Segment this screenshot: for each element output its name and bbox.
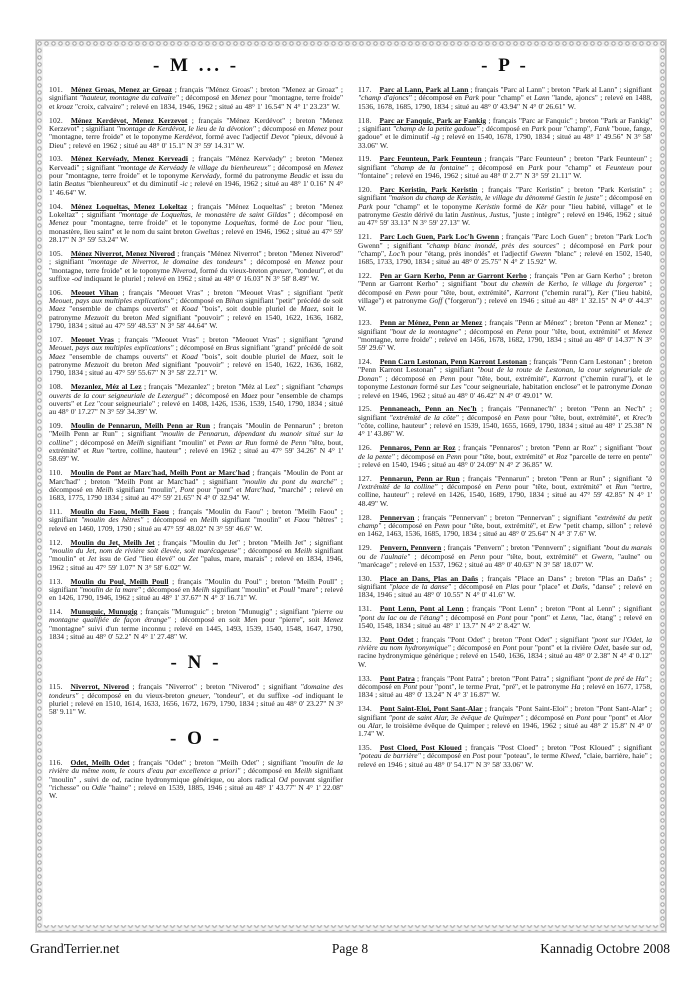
entry-117 (358, 86, 652, 111)
entry-body: ; français "Moulin de Pont ar Marc'had" ; breton "Meilh Pont ar Marc'had" ; signifiant "moulin du pont du marché" ; décomposé en Meilh signifiant "moulin", Pont pour "pont" et Marc'had, "marché" ; relevé en 1683, 1775, 1790 1834 ; situé au 47° 59' 21.65" N 4° 0' 32.94" W. (49, 468, 344, 503)
entry-headword: Ménez Niverrot, Menez Niverod (70, 248, 175, 258)
entry-number: 119. (358, 154, 380, 164)
entry-headword: Parc al Lann, Park al Lann (379, 85, 469, 94)
entry-number: 112. (49, 537, 71, 547)
entry-number: 107. (49, 334, 71, 344)
entry-number: 135. (358, 743, 380, 753)
entry-107 (49, 336, 343, 378)
entry-131 (358, 605, 652, 630)
entry-128 (358, 514, 652, 539)
entry-body: ; français "Pennaros" ; breton "Penn ar Roz" ; signifiant "bout de la pente" ; décomposé en Penn pour "tête, bout, extrémité" et Roz "parcelle de terre en pente" ; relevé en 1540, 1946 ; situé au 48° 0' 24.09" N 4° 2' 36.85" W. (358, 443, 653, 469)
entry-headword: Pont Odet (379, 634, 414, 644)
entry-body: ; français "Ménez Loqueltas" ; breton "Menez Lokeltaz" ; signifiant "montage de Loqueltas, le monastère de saint Gildas" ; décomposé en Menez pour "montagne, terre froide" et le toponyme Loqueltas, formé de Loc pour "lieu, monastère, lieu saint" et le nom du saint breton Gweltas ; relevé en 1946, 1962 ; situé au 47° 59' 28.17" N 3° 59' 53.24" W. (49, 201, 343, 244)
entry-body: ; français "Moulin du Jet" ; breton "Meilh Jet" ; signifiant "moulin du Jet, nom de rivière soit élevée, soit marécageuse" ; décomposé en Meilh signifiant "moulin" et Jet issu de Ged "lieu élevé" ou Zet "palus, mare, marais" ; relevé en 1834, 1946, 1962 ; situé au 47° 59' 1.07" N 3° 58' 6.02" W. (49, 537, 344, 572)
entry-body: ; français "Ménez Kervéady" ; breton "Menez Kerveadi" ; signifiant "montage de Kervéady le village du bienheureux" ; décomposé en Menez pour "montagne, terre froide" et le toponyme Kervéady, formé du patronyme Beadic et issu du latin Beatus "bienheureux" et du diminutif -ic ; relevé en 1946, 1962 ; situé au 48° 1' 0.16" N 4° 1' 46.64" W. (49, 154, 344, 197)
entry-body: ; français "Moulin de Pennarun" ; breton "Meilh Penn ar Run" ; signifiant "moulin de Pennarun, dépendant du manoir situé sur la colline" ; décomposé en Meilh signifiant "moulin" et Penn ar Run formé de Penn "tête, bout, extrémité" et Run "tertre, colline, hauteur" ; relevé en 1962 ; situé au 47° 59' 34.26" N 4° 1' 58.69" W. (49, 421, 344, 464)
section-heading-p: - P - (481, 55, 529, 76)
entry-105 (49, 250, 343, 283)
entry-body: ; français "Post Cloed" ; breton "Post Kloued" ; signifiant "poteau de barrière" ; décomposé en Post pour "poteau", le terme Klwed, "claie, barrière, haie" ; relevé en 1946 ; situé au 48° 0' 54.17" N 3° 58' 33.06" W. (358, 743, 652, 769)
entry-number: 129. (358, 543, 380, 553)
entry-body: ; français "Moulin du Poul" ; breton "Meilh Poull" ; signifiant "moulin de la mare" ; décomposé en Meilh signifiant "moulin" et Poull "mare" ; relevé en 1426, 1790, 1946, 1962 ; situé au 48° 1' 37.67" N 4° 3' 16.71" W. (49, 576, 344, 603)
entry-123 (358, 319, 652, 352)
entry-headword: Pont Lenn, Pont al Lenn (379, 604, 464, 614)
entry-body: ; français "Ménez Groas" ; breton "Menez ar Groaz" ; signifiant "hauteur, montagne du calvaire" ; décomposé en Menez pour "montagne, terre froide" et kroaz "croix, calvaire" ; relevé en 1834, 1946, 1962 ; situé au 48° 1' 16.54" N 4° 1' 23.23" W. (49, 85, 344, 111)
entry-125 (358, 405, 652, 438)
entry-number: 104. (49, 201, 71, 211)
entry-number: 126. (358, 443, 380, 453)
entry-number: 102. (49, 115, 71, 125)
left-column (49, 51, 343, 923)
entry-number: 122. (358, 271, 380, 281)
entry-headword: Post Cloed, Post Kloued (379, 743, 462, 753)
entry-number: 128. (358, 512, 380, 522)
entry-headword: Parc Keristin, Park Keristin (379, 184, 478, 194)
entry-body: ; français "Parc Keristin" ; breton "Park Keristin" ; signifiant "maison du champ de Keristin, le village du dénommé Gestin le juste" ; décomposé en Park pour "champ" et le toponyme Keristin formé de Kêr pour "lieu habité, village" et le patronyme Gestin dérivé du latin Justinus, Justus, "juste ; intègre" ; relevé en 1946, 1962 ; situé au 47° 59' 33.13" N 3° 59' 27.13" W. (358, 184, 653, 228)
entry-number: 103. (49, 154, 71, 164)
entry-body: ; français "Ménez Niverrot" ; breton "Menez Niverod" ; signifiant "montage de Niverrot, le domaine des tondeurs" ; décomposé en Menez pour "montagne, terre froide" et le toponyme Niverod, formé du vieux-breton gneuer, "tondeur", et du suffixe -od indiquant le pluriel ; relevé en 1962 ; situé au 48° 0' 16.03" N 3° 58' 8.49" W. (49, 248, 344, 283)
entry-number: 110. (49, 468, 71, 478)
entry-headword: Moulin du Poul, Meilh Poull (70, 576, 169, 586)
entry-headword: Odet, Meilh Odet (70, 757, 130, 767)
entry-number: 114. (49, 607, 71, 617)
footer-edition: Kannadig Octobre 2008 (540, 941, 670, 956)
entry-108 (49, 383, 343, 416)
entry-number: 101. (49, 85, 71, 94)
entry-101 (49, 86, 343, 111)
entry-106 (49, 289, 343, 331)
entry-headword: Parc Loch Guen, Park Loc'h Gwenn (379, 232, 500, 242)
entry-number: 130. (358, 573, 380, 583)
entry-body: ; français "Munuguic" ; breton "Munugig" ; signifiant "pierre ou montagne qualifiée de façon étrange" ; décomposé en soit Men pour "pierre", soit Menez "montagne" suivi d'un terme inconnu ; relevé en 1445, 1493, 1539, 1540, 1548, 1647, 1790, 1834 ; situé au 48° 0' 52.2" N 4° 1' 27.48" W. (49, 607, 343, 642)
entry-number: 105. (49, 248, 71, 258)
entry-number: 111. (49, 507, 71, 517)
entry-headword: Penvern, Pennvern (379, 543, 442, 553)
entry-number: 124. (358, 357, 380, 367)
entry-122 (358, 272, 652, 314)
page-footer (30, 941, 670, 961)
entry-129 (358, 544, 652, 569)
footer-site-name: GrandTerrier.net (30, 941, 120, 956)
entry-119 (358, 155, 652, 180)
section-heading-m: - M ... - (152, 55, 240, 76)
entry-118 (358, 117, 652, 150)
entry-headword: Moulin de Pont ar Marc'had, Meilh Pont ar Marc'had (70, 468, 250, 478)
entry-headword: Parc Feunteun, Park Feunteun (379, 154, 482, 164)
entry-body: ; français "Pont Patra" ; breton "Pont Patra" ; signifiant "pont de pré de Ha" ; décomposé en Pont pour "pont", le terme Prat, "pré", et le patronyme Ha ; relevé en 1677, 1758, 1834 ; situé au 48° 0' 13.24" N 4° 3' 16.87" W. (358, 673, 653, 700)
entry-headword: Moulin de Pennarun, Meilh Penn ar Run (70, 421, 211, 431)
entry-102 (49, 117, 343, 150)
footer-page-number: Page 8 (331, 941, 369, 956)
entry-headword: Pen ar Garn Kerho, Penn ar Garront Kerho (379, 271, 527, 281)
entry-body: ; français "Parc Feunteun" ; breton "Park Feunteun" ; signifiant "champ de la fontaine" ; décomposé en Park pour "champ" et Feunteun pour "fontaine" ; relevé en 1946, 1962 ; situé au 48° 0' 2.7" N 3° 59' 21.11" W. (358, 154, 653, 181)
entry-headword: Pennarun, Penn ar Run (379, 473, 460, 483)
entry-114 (49, 608, 343, 641)
entry-113 (49, 578, 343, 603)
entry-body: ; français "Moulin du Faou" ; breton "Meilh Faou" ; signifiant "moulin des hêtres" ; décomposé en Meilh signifiant "moulin" et Faou "hêtres" ; relevé en 1460, 1709, 1790 ; situé au 47° 59' 48.02" N 3° 59' 46.6" W. (49, 507, 344, 533)
entry-body: ; français "Meouet Vras" ; breton "Meouet Vras" ; signifiant "petit Meouet, pays aux multiples explications" ; décomposé en Bihan signifiant "petit" précédé de soit Maez "ensemble de champs ouverts" et Koad "bois", soit double pluriel de Maez, soit le patronyme Mezuoit du breton Med signifiant "pouvoir" ; relevé en 1540, 1622, 1636, 1682, 1790, 1834 ; situé au 47° 59' 48.53" N 3° 58' 44.64" W. (49, 287, 343, 331)
entry-number: 117. (358, 85, 380, 94)
entry-body: ; français "Penn Carn Lestonan" ; breton "Penn Karront Lestonan" ; signifiant "bout de la route de Lestonan, la cour seigneuriale de Donan" ; décomposé en Penn pour "tête, bout, extrémité", Karront ("chemin rural"), et le toponyme Lestonan formé sur Les "cour seigneuriale, habitation enclose" et le patronyme Donan ; relevé en 1946, 1962 ; situé au 48° 0' 46.42" N 4° 0' 49.01" W. (358, 357, 652, 400)
entry-body: ; français "Pont Odet" ; breton "Pont Odet" ; signifiant "pont sur l'Odet, la rivière au nom hydronymique" ; décomposé en Pont pour "pont" et la rivière Odet, basée sur od, racine hydronymique générique ; relevé en 1540, 1636, 1834 ; situé au 48° 0' 2.38" N 4° 4' 0.12" W. (358, 634, 652, 669)
entry-headword: Pennaros, Penn ar Roz (379, 443, 456, 453)
entry-body: ; français "Parc al Lann" ; breton "Park al Lann" ; signifiant "champ d'ajoncs" ; décomposé en Park pour "champ" et Lann "lande, ajoncs" ; relevé en 1488, 1536, 1678, 1685, 1790, 1834 ; situé au 48° 0' 43.94" N 4° 0' 26.61" W. (358, 85, 652, 111)
entry-132 (358, 636, 652, 669)
entry-134 (358, 705, 652, 738)
entry-126 (358, 444, 652, 469)
entry-headword: Moulin du Jet, Meilh Jet (70, 537, 155, 547)
entry-124 (358, 358, 652, 400)
entry-number: 120. (358, 184, 380, 194)
entry-headword: Ménez Kervéady, Menez Kerveadi (70, 154, 188, 164)
entry-120 (358, 186, 652, 228)
right-column (358, 51, 652, 923)
entry-103 (49, 155, 343, 197)
entry-headword: Meouet Vras (70, 334, 114, 344)
section-heading-n: - N - (170, 652, 222, 674)
entry-135 (358, 744, 652, 769)
entry-headword: Ménez Kerdévot, Menez Kerzevot (70, 115, 188, 125)
entry-headword: Ménez Loqueltas, Menez Lokeltaz (70, 201, 188, 211)
entry-headword: Pennervan (379, 512, 415, 522)
entry-130 (358, 575, 652, 600)
entry-number: 127. (358, 473, 380, 483)
entry-number: 116. (49, 757, 71, 767)
entry-body: ; français "Mezanlez" ; breton "Méz al Lez" ; signifiant "champs ouverts de la cour seigneuriale de Lezergué" ; décomposé en Maez pour "ensemble de champs ouverts" et Lez "cour seigneuriale" ; relevé en 1408, 1426, 1536, 1539, 1540, 1790, 1834 ; situé au 48° 0' 17.27" N 3° 59' 34.39" W. (49, 382, 344, 417)
entry-104 (49, 203, 343, 245)
entry-body: ; français "Niverrot" ; breton "Niverod" ; signifiant "domaine des tondeurs" ; décomposé en du vieux-breton gneuer, "tondeur", et du suffixe -od indiquant le pluriel ; relevé en 1510, 1614, 1633, 1656, 1672, 1679, 1790, 1834 ; situé au 48° 0' 23.27" N 3° 58' 9.11" W. (49, 682, 343, 717)
entry-121 (358, 233, 652, 266)
entry-body: ; français "Place an Dans" ; breton "Plas an Dañs" ; signifiant "place de la danse" ; décomposé en Plas pour "place" et Dañs, "danse" ; relevé en 1834, 1946 ; situé au 48° 0' 10.55" N 4° 0' 41.6" W. (358, 573, 652, 600)
entry-headword: Penn ar Ménez, Penn ar Menez (379, 318, 483, 328)
entry-body: ; français "Pennanec'h" ; breton "Penn an Nec'h" ; signifiant "extrémité de la côte" ; décomposé en Penn pour "tête, bout, extrémité", et Krec'h "côte, colline, hauteur" ; relevé en 1539, 1540, 1655, 1669, 1790, 1834 ; situé au 48° 1' 25.38" N 4° 1' 43.86" W. (358, 404, 653, 439)
entry-headword: Penn Carn Lestonan, Penn Karront Lestonan (379, 357, 528, 367)
entry-number: 123. (358, 318, 380, 328)
entry-body: ; français "Pennarun" ; breton "Penn ar Run" ; signifiant "à l'extrémité de la colline" ; décomposé en Penn pour "tête, bout, extrémité" et Run "tertre, colline, hauteur" ; relevé en 1426, 1540, 1689, 1790, 1834 ; situé au 47° 59' 42.85" N 4° 1' 48.49" W. (358, 473, 653, 508)
entry-headword: Pont Patra (379, 673, 415, 683)
entry-number: 108. (49, 382, 71, 392)
entry-body: ; français "Pen ar Garn Kerho" ; breton "Penn ar Garront Kerho" ; signifiant "bout du chemin de Kerho, le village du forgeron" ; décomposé en Penn pour "tête, bout, extrémité", Karront ("chemin rural"), Ker ("lieu habité, village") et patronyme Goff ("forgeron") ; relevé en 1946 ; situé au 48° 1' 32.15" N 4° 0' 44.3" W. (358, 271, 652, 314)
entry-body: ; français "Parc ar Fanquic" ; breton "Park ar Fankig" ; signifiant "champ de la petite gadoue" ; décomposé en Park pour "champ", Fank "boue, fange, gadoue" et le diminutif -ig ; relevé en 1540, 1678, 1790, 1834 ; situé au 48° 1' 49.56" N 3° 58' 33.06" W. (358, 115, 653, 150)
entry-127 (358, 475, 652, 508)
entry-115 (49, 683, 343, 716)
entry-number: 115. (49, 682, 71, 692)
entry-number: 121. (358, 232, 380, 242)
entry-headword: Munuguic, Munugig (70, 607, 138, 617)
entry-111 (49, 508, 343, 533)
entry-112 (49, 539, 343, 572)
entry-body: ; français "Penvern" ; breton "Pennvern" ; signifiant "bout du marais ou de l'aulnaie" ; décomposé en Penn pour "tête, bout, extrémité" et Gwern, "aulne" ou "marécage" ; relevé en 1537, 1962 ; situé au 48° 0' 40.63" N 3° 58' 18.07" W. (358, 543, 653, 569)
entry-body: ; français "Odet" ; breton "Meilh Odet" ; signifiant "moulin de la rivière du même nom, le cours d'eau par excellence a priori" ; décomposé en Meilh signifiant "moulin" , suivi de od, racine hydronymique générique, ou alors radical Od pouvant signifier "richesse" ou Odie "haine" ; relevé en 1539, 1885, 1946 ; situé au 48° 1' 43.77" N 4° 1' 22.08" W. (49, 757, 344, 801)
entry-body: ; français "Ménez Kerdévot" ; breton "Menez Kerzevot" ; signifiant "montage de Kerdévot, le lieu de la dévotion" ; décomposé en Menez pour "montagne, terre froide" et le toponyme Kerdévot, formé avec l'adjectif Devot "pieux, dévoué à Dieu" ; relevé en 1962 ; situé au 48° 0' 15.1" N 3° 59' 14.31" W. (49, 115, 344, 150)
entry-body: ; français "Pont Saint-Eloi" ; breton "Pont Sant-Alar" ; signifiant "pont de saint Alar, 3e évêque de Quimper" ; décomposé en Pont pour "pont" et Alor ou Alar, le troisième évêque de Quimper ; relevé en 1946, 1962 ; situé au 48° 2' 15.8" N 4° 0' 1.74" W. (358, 704, 652, 739)
entry-body: ; français "Pennervan" ; breton "Pennervan" ; signifiant "extrémité du petit champ" ; décomposé en Penn pour "tête, bout, extrémité", et Erw "petit champ, sillon" ; relevé en 1462, 1463, 1536, 1685, 1790, 1834 ; situé au 48° 0' 25.64" N 4° 3' 7.6" W. (358, 512, 652, 539)
entry-headword: Moulin du Faou, Meilh Faou (70, 507, 170, 517)
entry-body: ; français "Parc Loch Guen" ; breton "Park Loc'h Gwenn" ; signifiant "champ blanc inondé, près des sources" ; décomposé en Park pour "champ", Loc'h pour "étang, prés inondés" et l'adjectif Gwenn "blanc" ; relevé en 1502, 1540, 1685, 1733, 1790, 1834 ; situé au 48° 0' 25.75" N 4° 2' 15.92" W. (358, 232, 653, 267)
entry-number: 133. (358, 673, 380, 683)
entry-number: 134. (358, 704, 380, 714)
entry-number: 118. (358, 115, 380, 125)
two-column-text (49, 51, 651, 923)
entry-body: ; français "Pont Lenn" ; breton "Pont al Lenn" ; signifiant "pont du lac ou de l'étang" ; décomposé en Pont pour "pont" et Lenn, "lac, étang" ; relevé en 1540, 1548, 1834 ; situé au 48° 1' 13.7" N 4° 2' 8.42" W. (358, 604, 652, 630)
entry-number: 132. (358, 634, 380, 644)
entry-body: ; français "Penn ar Ménez" ; breton "Penn ar Menez" ; signifiant "bout de la montagne" ; décomposé en Penn pour "tête, bout, extrémité" et Menez "montagne, terre froide" ; relevé en 1456, 1678, 1682, 1790, 1834 ; situé au 48° 0' 14.37" N 3° 59' 29.6" W. (358, 318, 652, 353)
entry-headword: Meouet Vihan (70, 287, 119, 297)
entry-number: 109. (49, 421, 71, 431)
entry-133 (358, 675, 652, 700)
entry-109 (49, 422, 343, 464)
entry-headword: Mezanlez, Méz al Lez (70, 382, 142, 392)
entry-number: 106. (49, 287, 71, 297)
section-heading-o: - O - (170, 727, 222, 749)
entry-headword: Niverrot, Niverod (70, 682, 129, 692)
entry-number: 131. (358, 604, 380, 614)
entry-headword: Parc ar Fanquic, Park ar Fankig (379, 115, 487, 125)
entry-headword: Place an Dans, Plas an Dañs (379, 573, 479, 583)
entry-headword: Ménez Groas, Menez ar Groaz (70, 85, 173, 94)
entry-headword: Pont Saint-Eloi, Pont Sant-Alar (379, 704, 483, 714)
entry-number: 113. (49, 576, 71, 586)
entry-110 (49, 469, 343, 502)
entry-body: ; français "Meouet Vras" ; breton "Meouet Vras" ; signifiant "grand Meouet, pays aux multiples explications" ; décomposé en Bras signifiant "grand" précédé de soit Maez "ensemble de champs ouverts" et Koad "bois", soit double pluriel de Maez, soit le patronyme Mezuoit du breton Med signifiant "pouvoir" ; relevé en 1540, 1622, 1636, 1682, 1790, 1834 ; situé au 47° 59' 55.67" N 3° 58' 22.71" W. (49, 334, 343, 378)
entry-number: 125. (358, 404, 380, 414)
entry-headword: Pennaneach, Penn an Nec'h (379, 404, 477, 414)
entry-116 (49, 759, 343, 801)
